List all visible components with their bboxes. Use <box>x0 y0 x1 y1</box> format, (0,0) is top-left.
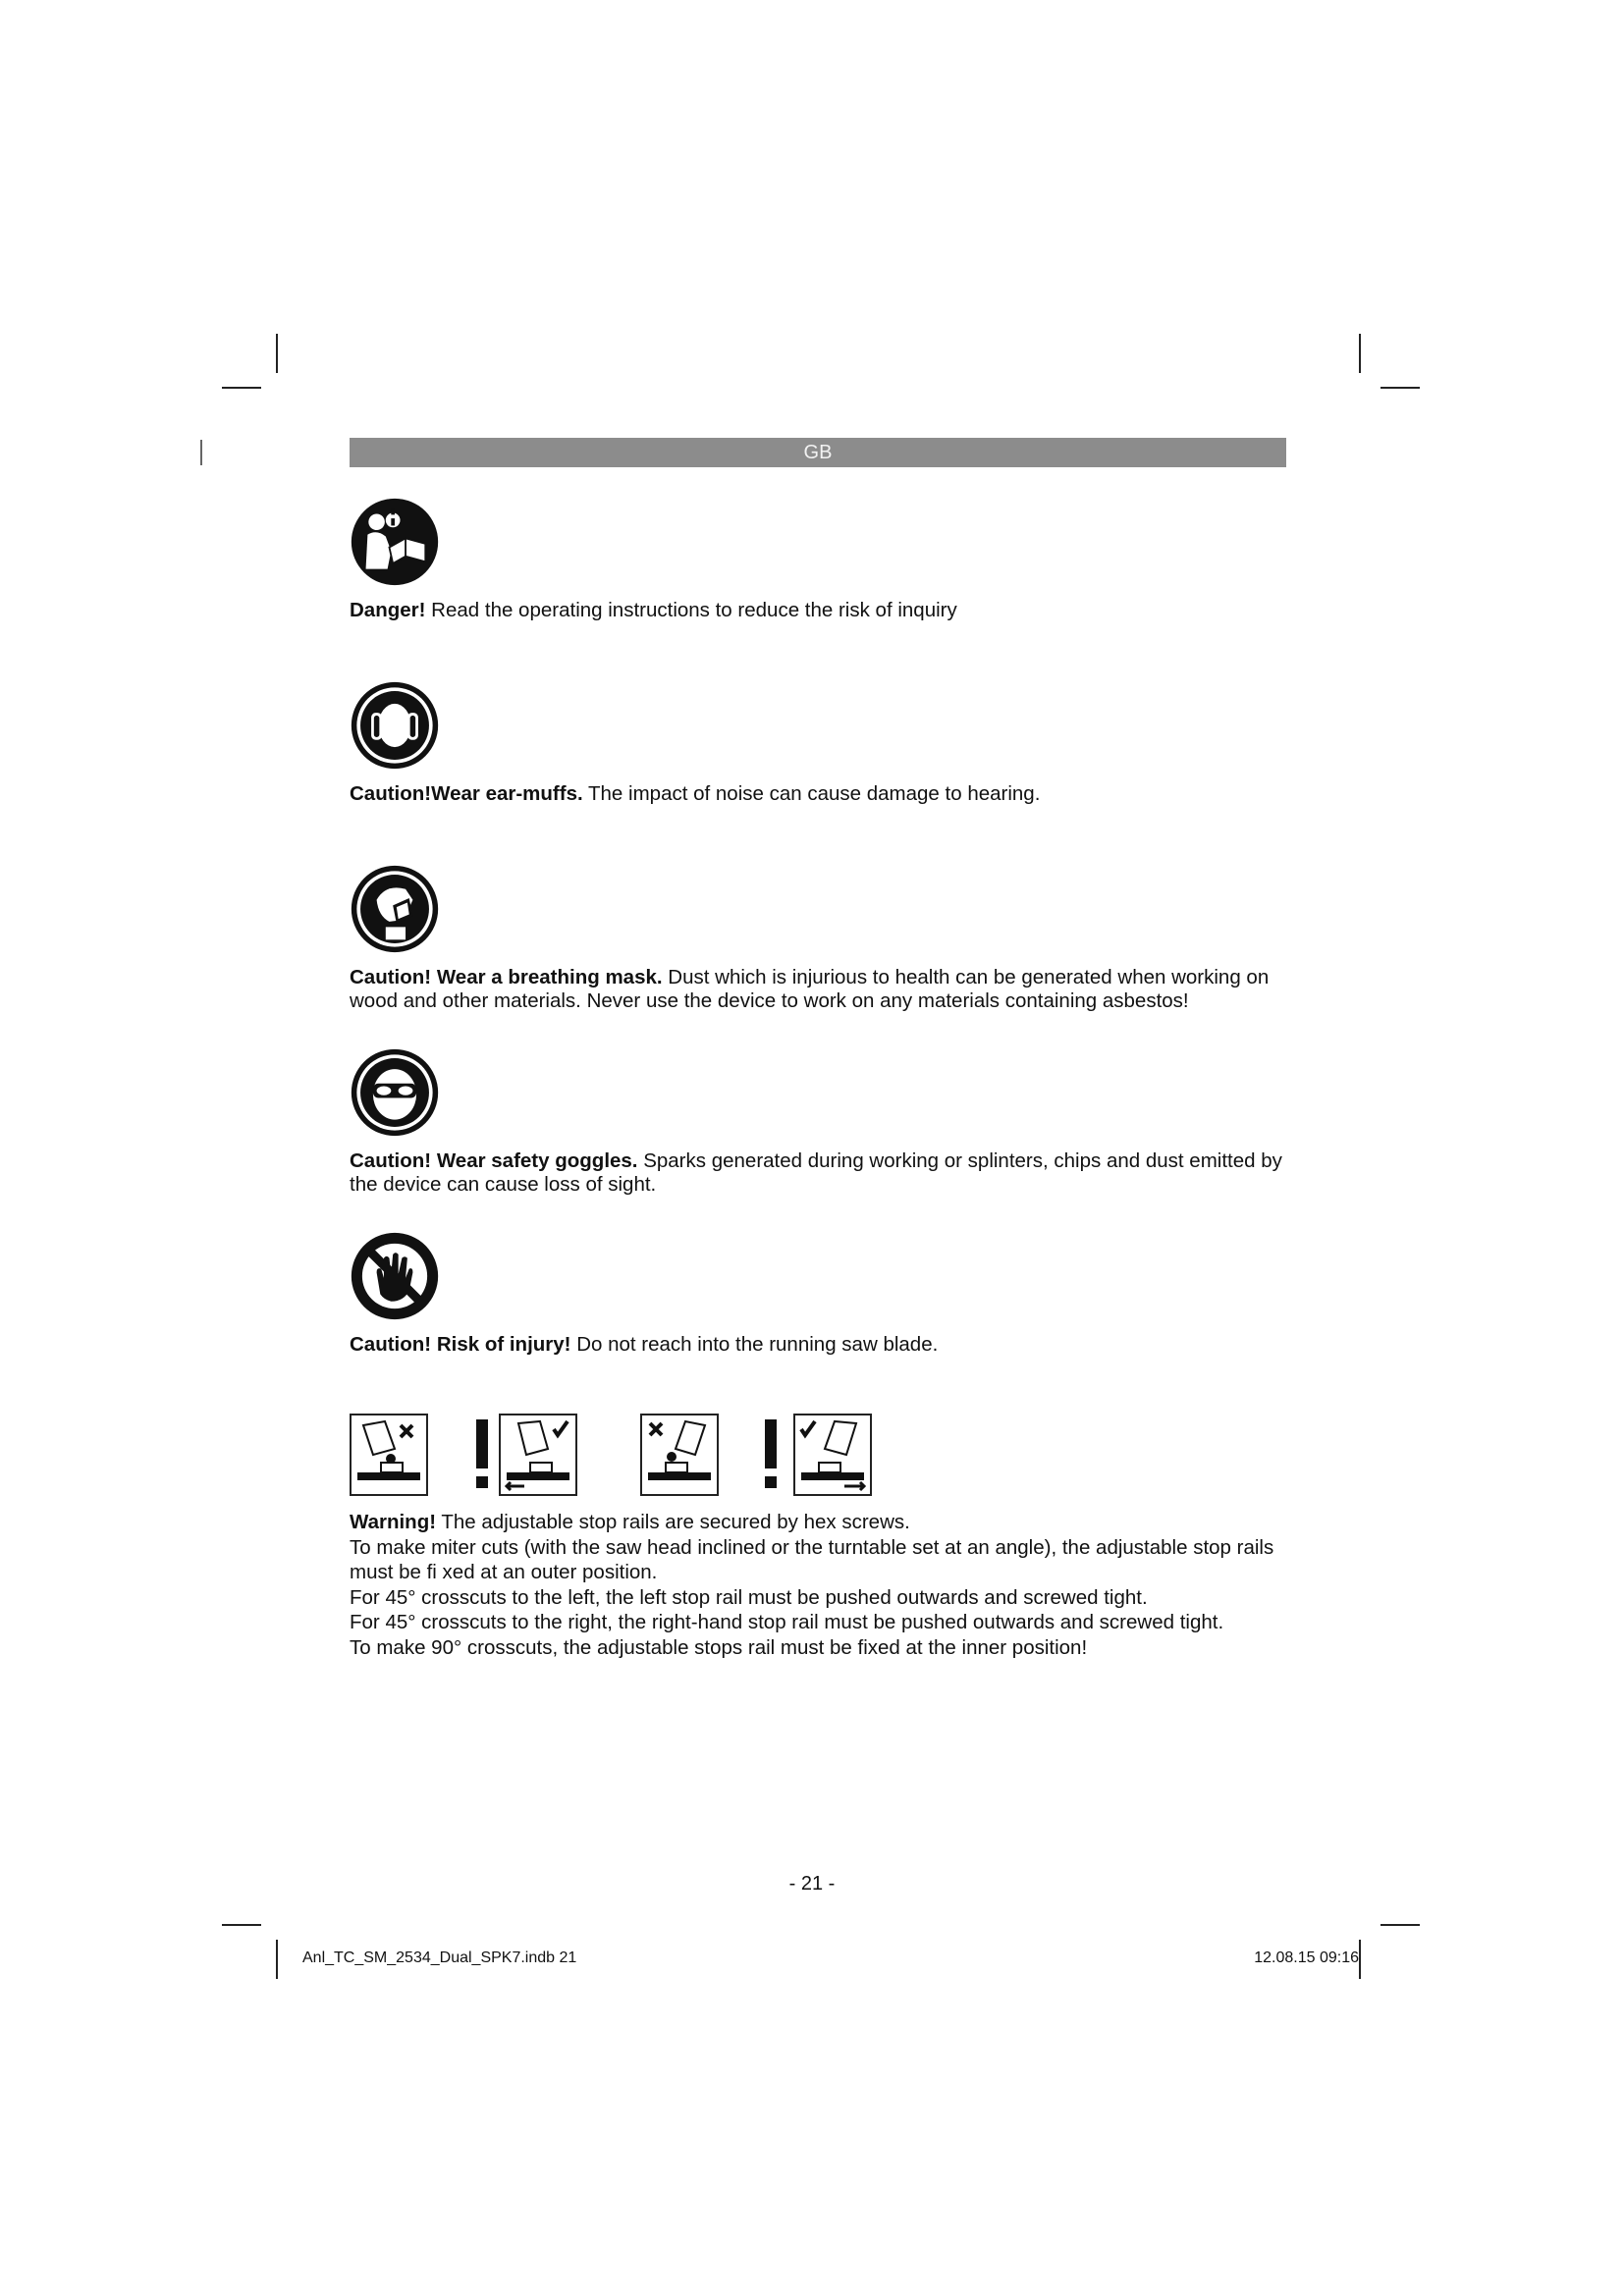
crop-mark <box>276 1940 278 1979</box>
safety-goggles-icon <box>350 1047 440 1138</box>
language-header: GB <box>350 438 1286 467</box>
crop-mark <box>222 1924 261 1926</box>
warning-line: For 45° crosscuts to the left, the left stop rail must be pushed outwards and screwed tight. <box>350 1585 1148 1609</box>
print-timestamp: 12.08.15 09:16 <box>1254 1949 1359 1966</box>
exclamation-icon <box>473 1419 491 1490</box>
warning-line: For 45° crosscuts to the right, the right-hand stop rail must be pushed outwards and screwed tight. <box>350 1611 1224 1633</box>
crop-mark <box>222 387 261 389</box>
warning-breathing-mask <box>350 864 1292 1013</box>
ear-muffs-icon <box>350 680 440 771</box>
crop-mark <box>1380 387 1420 389</box>
warning-risk-of-injury <box>350 1231 1292 1357</box>
warning-read-manual <box>350 497 1292 622</box>
miter-cut-correct-pictogram <box>793 1414 872 1496</box>
stop-rail-warning <box>350 1510 1292 1660</box>
warning-text: Danger! Read the operating instructions to reduce the risk of inquiry <box>350 599 957 621</box>
exclamation-icon <box>762 1419 780 1490</box>
warning-text: Caution!Wear ear-muffs. The impact of noise can cause damage to hearing. <box>350 782 1041 805</box>
warning-line: To make miter cuts (with the saw head inclined or the turntable set at an angle), the adjustable stop rails must be fi xed at an outer position. <box>350 1535 1274 1583</box>
warning-ear-muffs <box>350 680 1292 806</box>
page-number: - 21 - <box>788 1873 836 1895</box>
crop-mark <box>1359 334 1361 373</box>
miter-cut-wrong-pictogram <box>640 1414 719 1496</box>
crop-mark <box>1380 1924 1420 1926</box>
miter-cut-wrong-pictogram <box>350 1414 428 1496</box>
warning-line: Warning! The adjustable stop rails are secured by hex screws. <box>350 1511 910 1533</box>
no-hand-icon <box>350 1231 440 1321</box>
read-manual-icon <box>350 497 440 587</box>
stop-rail-pictograms <box>350 1414 919 1498</box>
crop-mark <box>276 334 278 373</box>
warning-text: Caution! Risk of injury! Do not reach into the running saw blade. <box>350 1333 939 1356</box>
crop-mark <box>1359 1940 1361 1979</box>
binding-mark <box>200 440 202 465</box>
warning-text: Caution! Wear safety goggles. Sparks generated during working or splinters, chips and dust emitted by the device can cause loss of sight. <box>350 1149 1282 1196</box>
miter-cut-correct-pictogram <box>499 1414 577 1496</box>
warning-line: To make 90° crosscuts, the adjustable stops rail must be fixed at the inner position! <box>350 1635 1088 1659</box>
warning-text: Caution! Wear a breathing mask. Dust which is injurious to health can be generated when working on wood and other materials. Never use the device to work on any materials containing asbestos! <box>350 966 1270 1012</box>
breathing-mask-icon <box>350 864 440 954</box>
file-name: Anl_TC_SM_2534_Dual_SPK7.indb 21 <box>302 1949 577 1966</box>
warning-safety-goggles <box>350 1047 1292 1197</box>
